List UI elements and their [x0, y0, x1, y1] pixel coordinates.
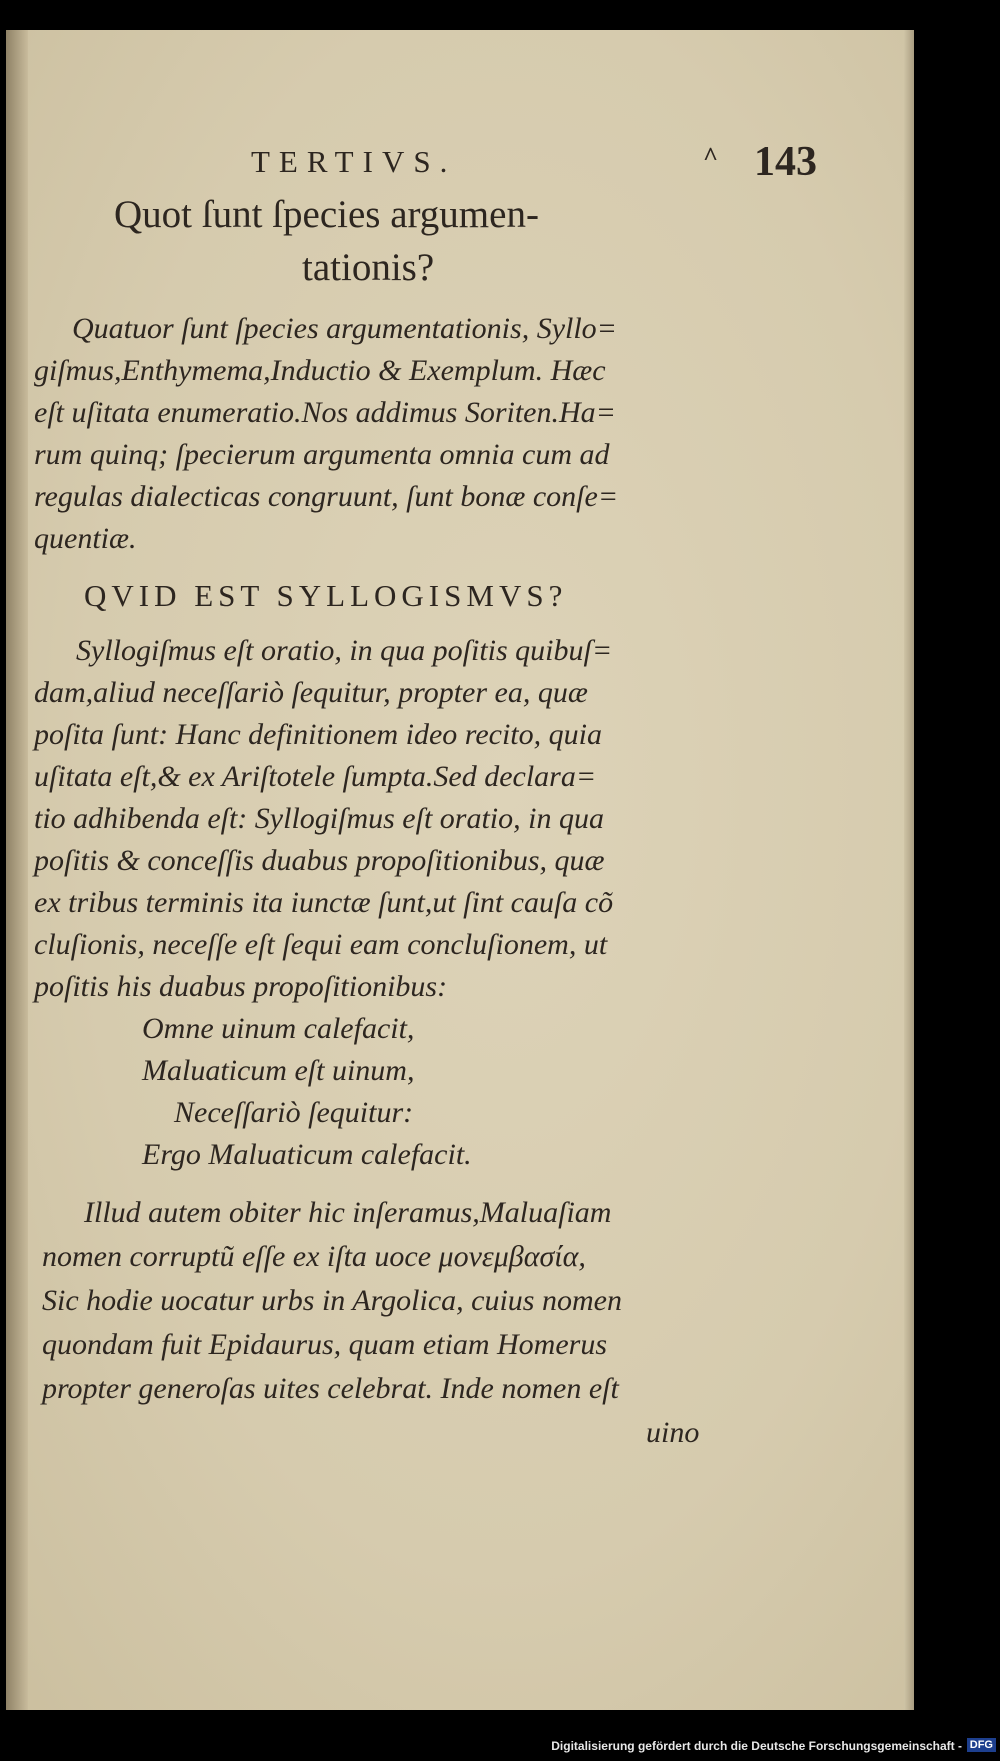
section-heading-line: Quot ſunt ſpecies argumen-	[114, 193, 539, 236]
paragraph-line: tio adhibenda eſt: Syllogiſmus eſt oratio, in qua	[34, 802, 604, 835]
footer-bar	[0, 1731, 1000, 1761]
section-heading: QVID EST SYLLOGISMVS?	[84, 578, 568, 613]
example-line: Neceſſariò ſequitur:	[174, 1096, 414, 1129]
paragraph-line: Sic hodie uocatur urbs in Argolica, cuius nomen	[42, 1284, 622, 1317]
paragraph-line: uſitata eſt,& ex Ariſtotele ſumpta.Sed declara=	[34, 760, 597, 793]
paragraph-line: Illud autem obiter hic inſeramus,Maluaſiam	[84, 1196, 612, 1229]
printer-mark: ^	[703, 142, 719, 171]
example-line: Ergo Maluaticum calefacit.	[142, 1138, 472, 1171]
paragraph-line: regulas dialecticas congruunt, ſunt bonæ conſe=	[34, 480, 619, 513]
book-page	[6, 30, 914, 1710]
paragraph-line: propter generoſas uites celebrat. Inde nomen eſt	[42, 1372, 619, 1405]
catchword: uino	[646, 1416, 700, 1449]
paragraph-line: quentiæ.	[34, 522, 137, 555]
paragraph-line: ex tribus terminis ita iunctæ ſunt,ut ſint cauſa cõ	[34, 886, 614, 919]
paragraph-line: cluſionis, neceſſe eſt ſequi eam concluſionem, ut	[34, 928, 608, 961]
footer-credit: Digitalisierung gefördert durch die Deutsche Forschungsgemeinschaft -	[551, 1739, 962, 1753]
paragraph-line: dam,aliud neceſſariò ſequitur, propter ea, quæ	[34, 676, 588, 709]
page-number: 143	[754, 139, 817, 185]
example-line: Omne uinum calefacit,	[142, 1012, 415, 1045]
paragraph-line: quondam fuit Epidaurus, quam etiam Homerus	[42, 1328, 607, 1361]
paragraph-line: rum quinq; ſpecierum argumenta omnia cum ad	[34, 438, 610, 471]
paragraph-line: poſita ſunt: Hanc definitionem ideo recito, quia	[34, 718, 602, 751]
paragraph-line: Quatuor ſunt ſpecies argumentationis, Syllo=	[72, 312, 617, 345]
paragraph-line: giſmus,Enthymema,Inductio & Exemplum. Hæc	[34, 354, 606, 387]
page-gutter	[6, 30, 28, 1710]
running-head: TERTIVS.	[251, 144, 457, 179]
dfg-logo: DFG	[967, 1738, 996, 1752]
example-line: Maluaticum eſt uinum,	[142, 1054, 415, 1087]
paragraph-line: poſitis his duabus propoſitionibus:	[34, 970, 448, 1003]
page-edge	[904, 30, 914, 1710]
paragraph-line: eſt uſitata enumeratio.Nos addimus Soriten.Ha=	[34, 396, 616, 429]
paragraph-line: poſitis & conceſſis duabus propoſitionibus, quæ	[34, 844, 605, 877]
section-heading-line: tationis?	[302, 246, 435, 289]
paragraph-line: nomen corruptũ eſſe ex iſta uoce μονεμβασία,	[42, 1240, 586, 1273]
paragraph-line: Syllogiſmus eſt oratio, in qua poſitis quibuſ=	[76, 634, 613, 667]
